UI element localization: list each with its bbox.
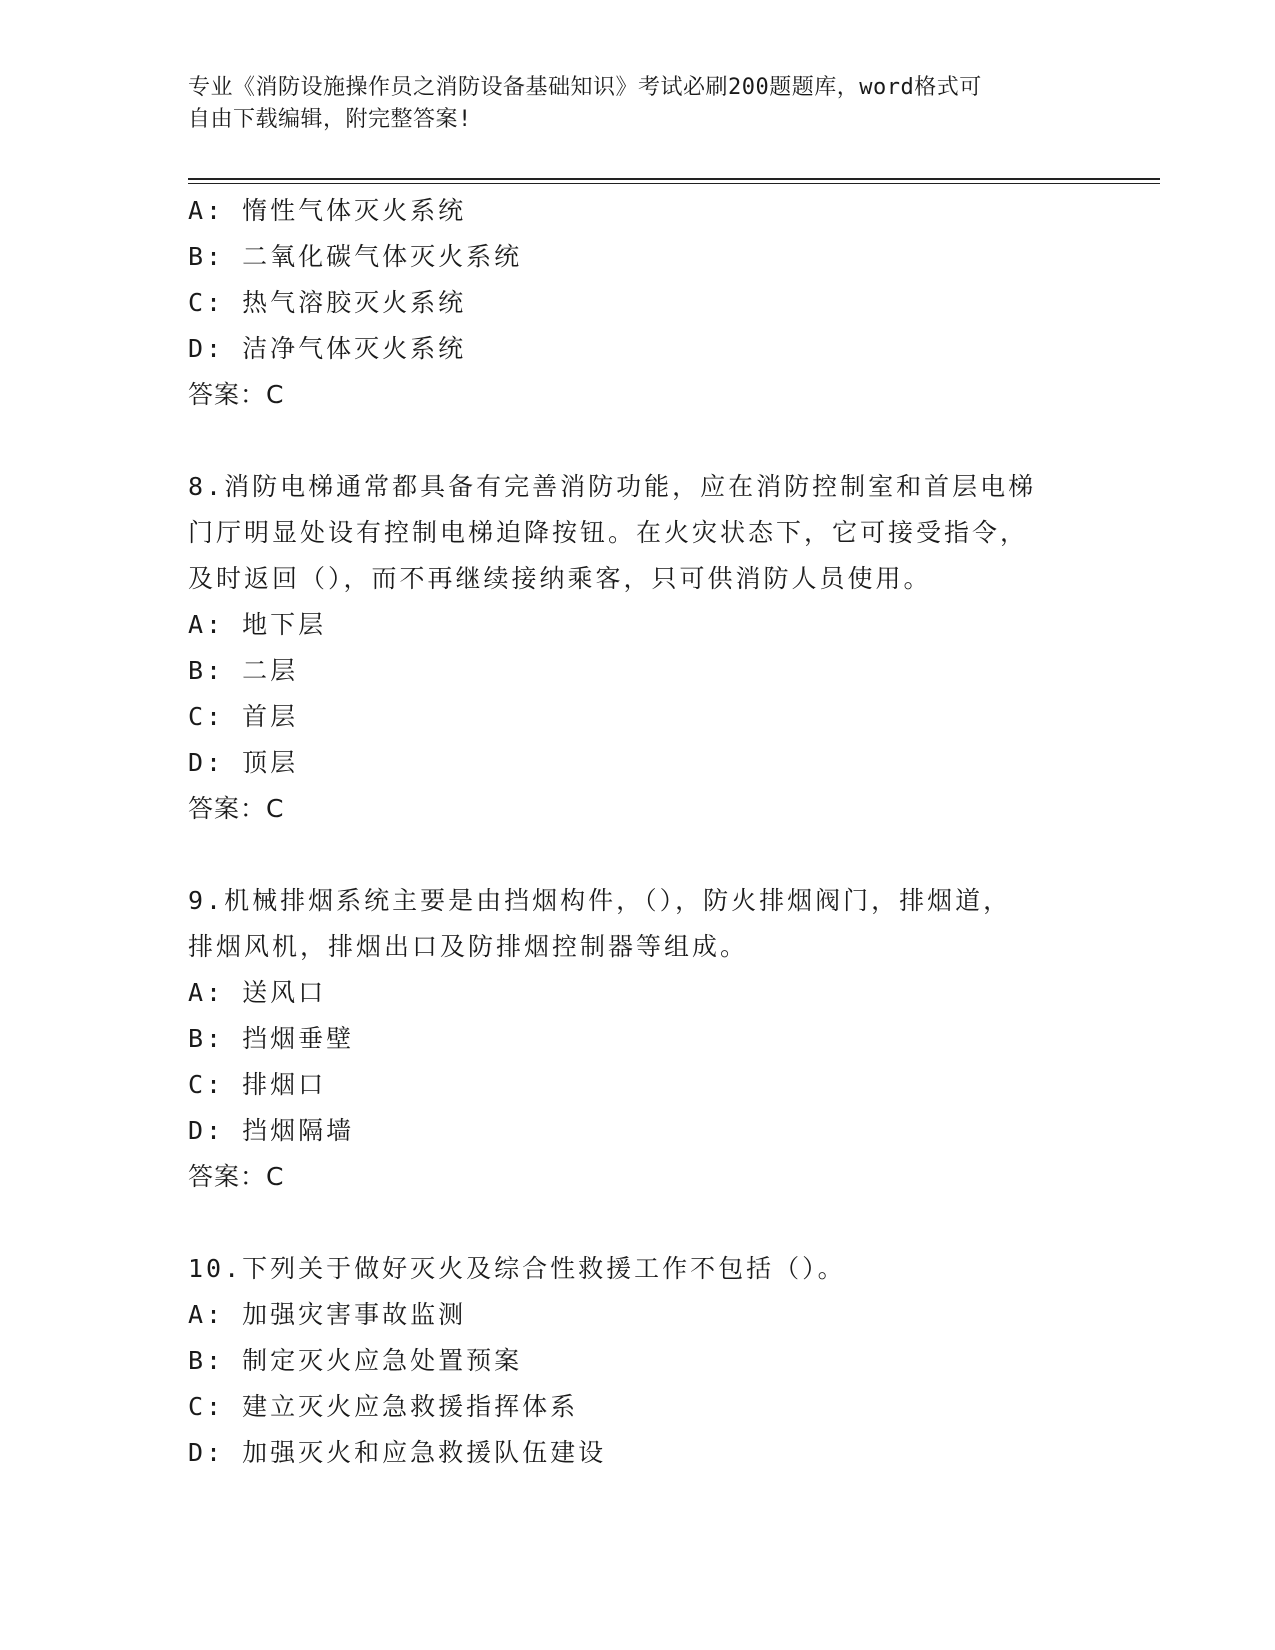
option-c: C: 排烟口 [188, 1070, 327, 1099]
option-a: A: 加强灾害事故监测 [188, 1300, 467, 1329]
option-c: C: 首层 [188, 702, 299, 731]
question-8-block [188, 464, 1088, 832]
spacer [188, 418, 1088, 464]
question-9-block [188, 878, 1088, 1200]
question-10-block [188, 1246, 1088, 1476]
question-text-line: 及时返回（），而不再继续接纳乘客，只可供消防人员使用。 [188, 564, 932, 593]
question-text-line: 排烟风机，排烟出口及防排烟控制器等组成。 [188, 932, 749, 961]
option-b: B: 制定灭火应急处置预案 [188, 1346, 523, 1375]
option-b: B: 二层 [188, 656, 299, 685]
answer-line: 答案：C [188, 1162, 285, 1191]
option-a: A: 送风口 [188, 978, 327, 1007]
spacer [188, 1200, 1088, 1246]
header-line-2: 自由下载编辑，附完整答案! [188, 107, 472, 132]
question-text-line: 门厅明显处设有控制电梯迫降按钮。在火灾状态下，它可接受指令， [188, 518, 1029, 547]
question-text-line: 10.下列关于做好灭火及综合性救援工作不包括（）。 [188, 1254, 846, 1283]
option-b: B: 二氧化碳气体灭火系统 [188, 242, 523, 271]
question-content [188, 188, 1088, 1476]
option-d: D: 洁净气体灭火系统 [188, 334, 467, 363]
header-divider-thick [188, 178, 1160, 180]
header-divider-thin [188, 183, 1160, 184]
header-line-1: 专业《消防设施操作员之消防设备基础知识》考试必刷200题题库，word格式可 [188, 75, 982, 100]
answer-line: 答案：C [188, 380, 285, 409]
option-a: A: 地下层 [188, 610, 327, 639]
option-d: D: 挡烟隔墙 [188, 1116, 355, 1145]
option-d: D: 顶层 [188, 748, 299, 777]
answer-line: 答案：C [188, 794, 285, 823]
option-c: C: 建立灭火应急救援指挥体系 [188, 1392, 579, 1421]
option-c: C: 热气溶胶灭火系统 [188, 288, 467, 317]
document-header [188, 72, 1068, 136]
question-text-line: 9.机械排烟系统主要是由挡烟构件，（），防火排烟阀门，排烟道， [188, 886, 1012, 915]
option-a: A: 惰性气体灭火系统 [188, 196, 467, 225]
option-b: B: 挡烟垂壁 [188, 1024, 355, 1053]
question-7-block [188, 188, 1088, 418]
option-d: D: 加强灭火和应急救援队伍建设 [188, 1438, 607, 1467]
spacer [188, 832, 1088, 878]
question-text-line: 8.消防电梯通常都具备有完善消防功能，应在消防控制室和首层电梯 [188, 472, 1037, 501]
